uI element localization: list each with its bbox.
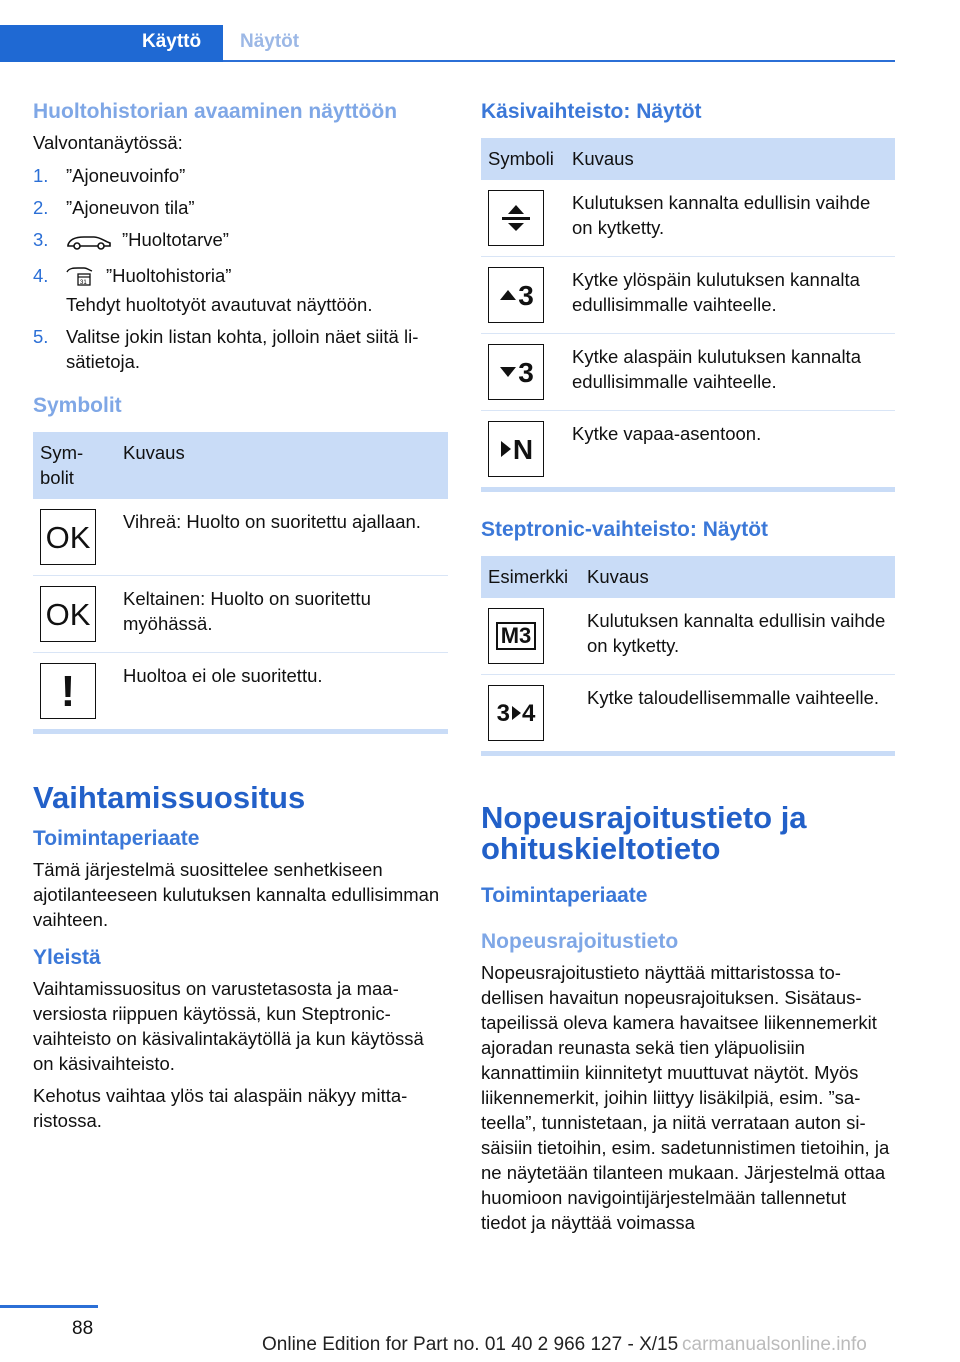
table-header-symbol: Symboli	[481, 138, 565, 180]
symbols-table	[33, 432, 448, 734]
heading-manual-gearbox: Käsivaihteisto: Näytöt	[481, 100, 702, 123]
ok-icon: OK	[40, 509, 96, 565]
steptronic-table	[481, 556, 895, 756]
table-header-description: Kuvaus	[116, 432, 448, 499]
footer-divider	[0, 1305, 98, 1308]
list-item: 5. Valitse jokin listan kohta, jolloin näet siitä lisätietoja.	[33, 326, 419, 372]
table-header-description: Kuvaus	[565, 138, 895, 180]
table-row: 3 4 Kytke taloudellisemmalle vaihteelle.	[481, 675, 895, 752]
manual-gearbox-table	[481, 138, 895, 492]
page-header	[0, 25, 895, 62]
list-item: 4. 31 ”Huoltohistoria” Tehdyt huoltotyöt avautuvat näyttöön.	[33, 265, 373, 315]
optimal-gear-icon	[488, 190, 544, 246]
ok-icon: OK	[40, 586, 96, 642]
table-row: 3 Kytke ylöspäin kulutuksen kannalta edullisimmalle vaihteelle.	[481, 257, 895, 334]
table-row: 3 Kytke alaspäin kulutuksen kannalta edullisimmalle vaihteelle.	[481, 334, 895, 411]
car-icon	[66, 231, 112, 256]
table-row: ! Huoltoa ei ole suoritettu.	[33, 653, 448, 730]
exclamation-icon: !	[40, 663, 96, 719]
right-column	[481, 100, 895, 1242]
shift-up-icon: 3	[488, 267, 544, 323]
heading-general: Yleistä	[33, 946, 101, 969]
table-header-example: Esimerkki	[481, 556, 580, 598]
heading-service-history: Huoltohistorian avaaminen näyttöön	[33, 100, 398, 123]
chapter-tab-naytot[interactable]: Näytöt	[240, 31, 300, 52]
shift-down-icon: 3	[488, 344, 544, 400]
table-header-description: Kuvaus	[580, 556, 895, 598]
left-column	[33, 100, 448, 1140]
heading-gear-recommendation: Vaihtamissuositus	[33, 780, 306, 815]
m3-icon: M3	[488, 608, 544, 664]
intro-text: Valvontanäytössä:	[33, 132, 183, 153]
list-item: 1. ”Ajoneuvoinfo”	[33, 165, 186, 186]
heading-speed-limit-info: Nopeusrajoitustieto ja ohituskieltotieto	[481, 800, 807, 866]
table-row: N Kytke vapaa-asentoon.	[481, 411, 895, 488]
page-number: 88	[72, 1318, 94, 1339]
heading-symbols: Symbolit	[33, 394, 122, 417]
table-header-symbols: Symbolit	[33, 432, 116, 499]
list-item: 2. ”Ajoneuvon tila”	[33, 197, 195, 218]
table-row: OK Vihreä: Huolto on suoritettu ajallaan.	[33, 499, 448, 576]
heading-steptronic: Steptronic-vaihteisto: Näytöt	[481, 518, 769, 541]
heading-principle: Toimintaperiaate	[481, 884, 648, 907]
edition-text: Online Edition for Part no. 01 40 2 966 127 - X/15	[262, 1334, 679, 1355]
shift-3-to-4-icon: 3 4	[488, 685, 544, 741]
general-text-2: Kehotus vaihtaa ylös tai alaspäin näkyy mittaristossa.	[33, 1085, 408, 1131]
chapter-tab-kaytto[interactable]: Käyttö	[0, 25, 223, 62]
general-text-1: Vaihtamissuositus on varustetasosta ja maaversiosta riippuen käytössä, kun Steptronic-vaihteisto on käsivalintakäytöllä ja kun käytössä on käsivaihteisto.	[33, 978, 424, 1074]
steps-list	[33, 163, 448, 374]
principle-text: Tämä järjestelmä suosittelee senhetkiseen ajotilanteeseen kulutuksen kannalta edullisimman vaihteen.	[33, 859, 440, 930]
svg-text:31: 31	[80, 280, 87, 286]
heading-principle: Toimintaperiaate	[33, 827, 200, 850]
speed-limit-text: Nopeusrajoitustieto näyttää mittaristossa todellisen havaitun nopeusrajoituksen. Sisätaustapeilissä oleva kamera havaitsee liikennemerkit ajoradan reunasta sekä tien yläpuolisiin kannattimiin kiinnitetyt muuttuvat näytöt. Myös liikennemerkit, joihin liittyy lisäkilpiä, esim. ”sateella”, tunnistetaan, ja niitä verrataan auton sisäisiin tietoihin, esim. sadetunnistimen tietoihin, ja ne näytetään tilanteen mukaan. Järjestelmä ottaa huomioon navigointijärjestelmään tallennetut tiedot ja näyttää voimassa	[481, 962, 890, 1233]
watermark: carmanualsonline.info	[682, 1334, 867, 1355]
heading-speed-limit: Nopeusrajoitustieto	[481, 930, 679, 953]
table-row: Kulutuksen kannalta edullisin vaihde on kytketty.	[481, 180, 895, 257]
neutral-icon: N	[488, 421, 544, 477]
table-row: M3 Kulutuksen kannalta edullisin vaihde on kytketty.	[481, 598, 895, 675]
table-row: OK Keltainen: Huolto on suoritettu myöhässä.	[33, 576, 448, 653]
list-item: 3. ”Huoltotarve”	[33, 227, 448, 256]
service-history-icon	[66, 266, 96, 292]
